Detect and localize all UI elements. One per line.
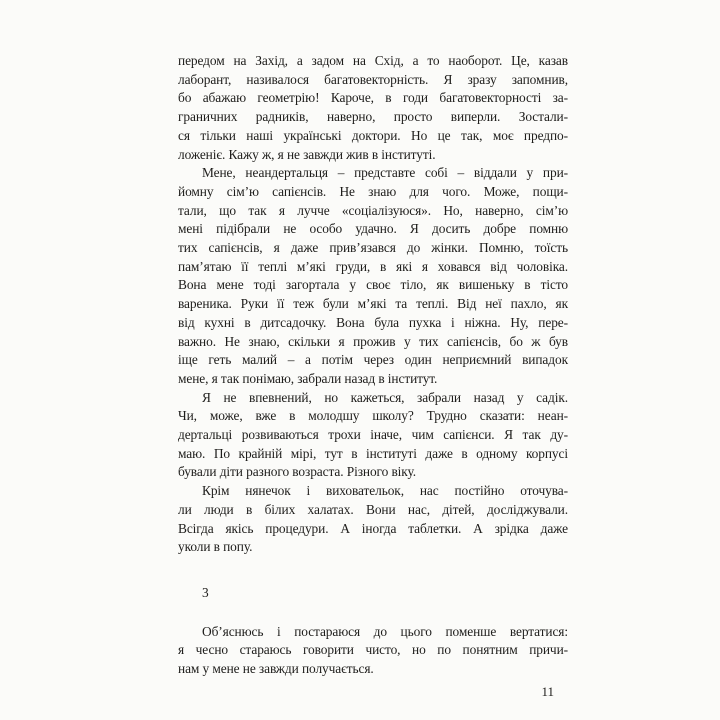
- text-line: нам у мене не завжди получається.: [178, 661, 374, 677]
- text-line: тали, що так я лучче «соціалізуюся». Но, наверно, сім’ю: [178, 202, 568, 218]
- text-line: маю. По крайній мірі, тут в інституті даже в одному корпусі: [178, 445, 568, 461]
- text-line: передом на Захід, а задом на Схід, а то наоборот. Це, казав: [178, 53, 568, 68]
- paragraph: [178, 482, 568, 557]
- text-column: [178, 52, 568, 679]
- text-line: уколи в попу.: [178, 539, 253, 555]
- text-line: ли люди в білих халатах. Вони нас, дітей, досліджували.: [178, 501, 568, 517]
- text-line: Всігда якісь процедури. А іногда таблетки. А зрідка даже: [178, 520, 568, 536]
- paragraph: [178, 52, 568, 164]
- text-line: важно. Не знаю, скільки я прожив у тих сапієнсів, бо ж був: [178, 333, 568, 349]
- section-heading: 3: [202, 584, 209, 600]
- text-line: ся тільки наші українські доктори. Но це так, моє предпо-: [178, 127, 568, 143]
- text-line: Крім нянечок і виховательок, нас постійно оточува-: [202, 483, 568, 499]
- paragraph: [178, 164, 568, 388]
- text-line: дертальці розвиваються трохи іначе, чим сапієнси. Я так ду-: [178, 427, 568, 443]
- text-line: тих сапієнсів, я даже прив’язався до жінки. Помню, тоїсть: [178, 240, 568, 256]
- paragraph: [178, 623, 568, 679]
- text-line: Чи, може, вже в молодшу школу? Трудно сказати: неан-: [178, 408, 568, 424]
- text-line: мене, я так понімаю, забрали назад в інститут.: [178, 370, 438, 386]
- text-line: граничних радників, наверно, просто виперли. Зостали-: [178, 109, 568, 125]
- text-line: Вона мене тоді загортала у своє тіло, як вишеньку в тісто: [178, 277, 568, 293]
- paragraph: [178, 389, 568, 483]
- text-line: мені підібрали не особо удачно. Я досить добре помню: [178, 221, 568, 237]
- text-line: вареника. Руки її теж були м’які та теплі. Від неї пахло, як: [178, 296, 568, 312]
- text-line: від кухні в дитсадочку. Вона була пухка і ніжна. Ну, пере-: [178, 314, 568, 330]
- text-line: бували діти разного возраста. Різного віку.: [178, 464, 417, 480]
- text-line: ложеніє. Кажу ж, я не завжди жив в інституті.: [178, 146, 436, 162]
- text-line: бо абажаю геометрію! Кароче, в годи багатовекторності за-: [178, 90, 568, 106]
- text-line: Об’яснюсь і постараюся до цього поменше вертатися:: [202, 623, 568, 639]
- page-number: 11: [541, 684, 554, 699]
- text-line: Я не впевнений, но кажеться, забрали назад у садік.: [202, 389, 568, 405]
- text-line: іще геть малий – а потім через один неприємний випадок: [178, 352, 568, 368]
- text-line: йомну сім’ю сапієнсів. Не знаю для чого. Може, пощи-: [178, 183, 568, 199]
- text-line: лаборант, називалося багатовекторність. Я зразу запомнив,: [178, 71, 568, 87]
- text-line: пам’ятаю її теплі м’які груди, в які я ховався від чоловіка.: [178, 258, 568, 274]
- text-line: я чесно стараюсь говорити чисто, но по понятним причи-: [178, 642, 568, 658]
- text-line: Мене, неандертальця – представте собі – віддали у при-: [202, 165, 568, 181]
